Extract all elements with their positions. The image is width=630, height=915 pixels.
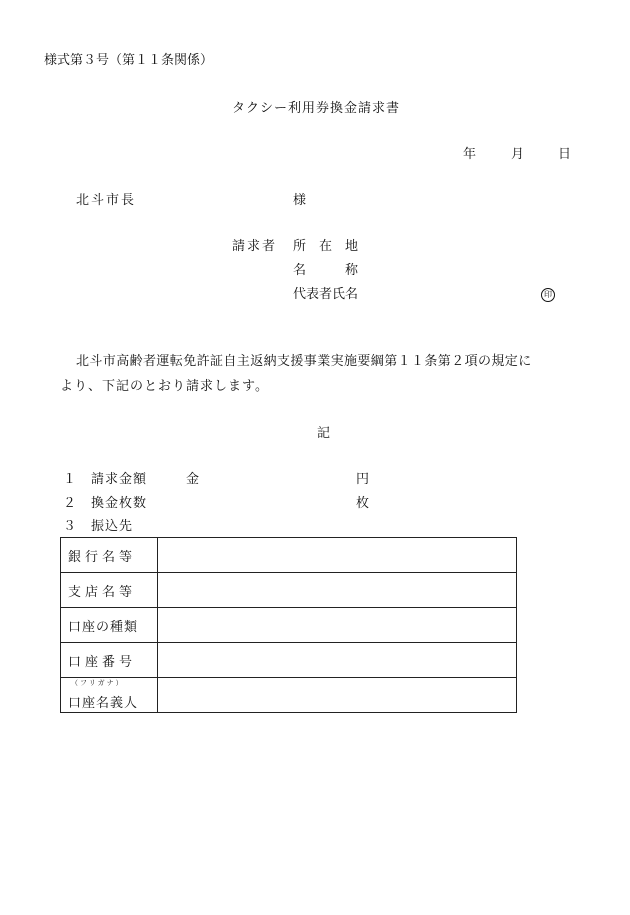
claimant-label: 請求者 <box>232 239 278 254</box>
claimant-address: 所 在 地 <box>293 239 359 254</box>
item-label: 換金枚数 <box>91 496 148 511</box>
claimant-representative: 代表者氏名 <box>293 287 359 302</box>
branch-name-label: 支店名等 <box>61 573 158 608</box>
table-row <box>61 643 517 678</box>
item-label: 請求金額 <box>91 472 148 487</box>
table-row <box>61 573 517 608</box>
account-holder-field[interactable] <box>158 678 517 713</box>
furigana-label: （フリガナ） <box>71 679 125 687</box>
item-number: ３ <box>63 519 77 534</box>
account-type-field[interactable] <box>158 608 517 643</box>
addressee-honorific: 様 <box>293 193 307 208</box>
bank-account-table <box>60 537 517 713</box>
addressee-name: 北斗市長 <box>76 193 137 208</box>
form-number: 様式第３号（第１１条関係） <box>44 53 214 68</box>
table-row <box>61 678 517 713</box>
bank-name-label: 銀行名等 <box>61 538 158 573</box>
table-row <box>61 608 517 643</box>
branch-name-field[interactable] <box>158 573 517 608</box>
item-unit: 円 <box>356 472 370 487</box>
account-number-label: 口座番号 <box>61 643 158 678</box>
seal-mark: 印 <box>541 288 555 302</box>
form-title: タクシー利用券換金請求書 <box>232 101 401 116</box>
item-label: 振込先 <box>91 519 134 534</box>
account-number-field[interactable] <box>158 643 517 678</box>
item-number: １ <box>63 472 77 487</box>
date-day: 日 <box>558 147 572 162</box>
account-holder-label: 口座名義人 <box>68 695 139 711</box>
date-month: 月 <box>511 147 525 162</box>
account-type-label: 口座の種類 <box>61 608 158 643</box>
notation-ki: 記 <box>317 426 331 441</box>
item-number: ２ <box>63 496 77 511</box>
body-line-1: 北斗市高齢者運転免許証自主返納支援事業実施要綱第１１条第２項の規定に <box>76 354 532 369</box>
body-line-2: より、下記のとおり請求します。 <box>60 379 269 394</box>
bank-name-field[interactable] <box>158 538 517 573</box>
item-unit: 枚 <box>356 496 370 511</box>
claimant-name: 名 称 <box>293 263 359 278</box>
account-holder-label-cell <box>61 678 158 713</box>
item-prefix: 金 <box>186 472 200 487</box>
date-year: 年 <box>463 147 477 162</box>
table-row <box>61 538 517 573</box>
